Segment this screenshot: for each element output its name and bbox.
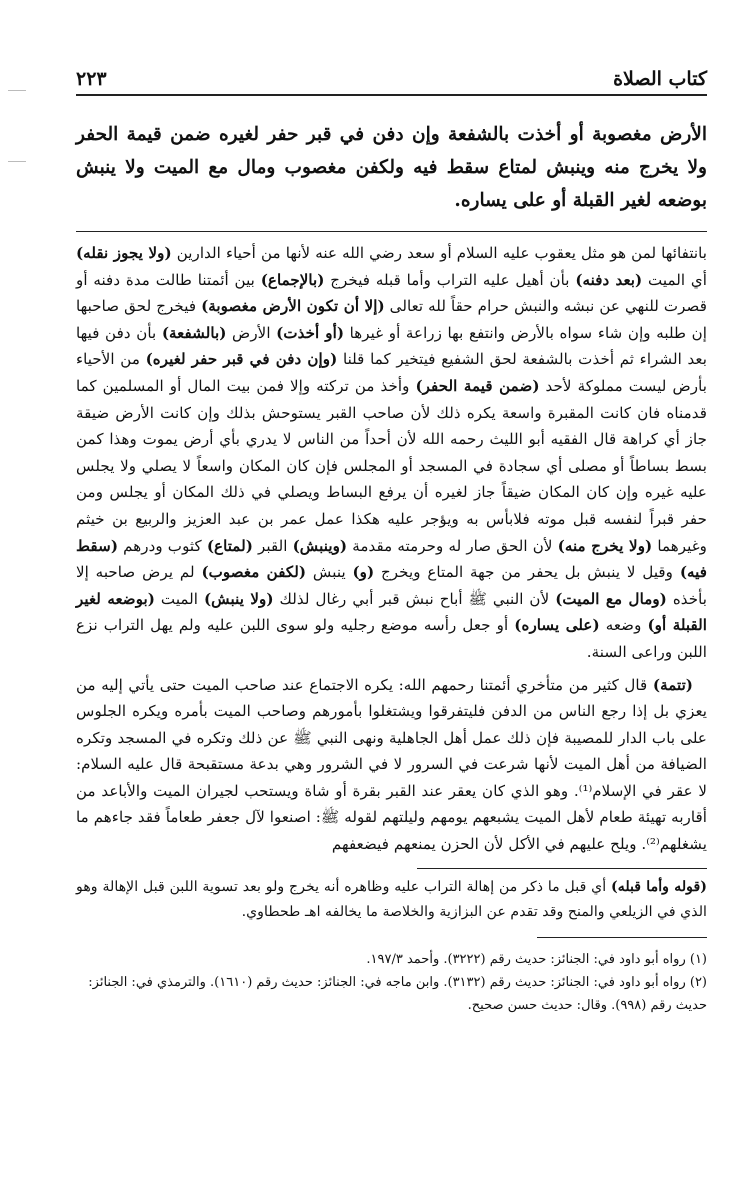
footnote-2: (٢) رواه أبو داود في: الجنائز: حديث رقم (٣١٣٢). وابن ماجه في: الجنائز: حديث رقم (١٦١٠). والترمذي في: الجنائز: حديث رقم (٩٩٨). وقال: حديث حسن صحيح. [88, 974, 707, 1013]
commentary-text: . ويلح عليهم في الأكل لأن الحزن يمنعهم فيضعفهم [331, 835, 647, 854]
commentary-keyword: (سقط فيه) [76, 536, 707, 582]
commentary-keyword: (وينبش) [292, 536, 348, 555]
commentary-text: ينبش [306, 563, 353, 582]
margin-mark [8, 90, 26, 91]
commentary-text: . وهو الذي كان يعقر عند القبر بقرة أو شاة ويستحب لجيران الميت والأباعد من أقاربه تهيئة طعام لأهل الميت يشبعهم يومهم وليلتهم لقوله ﷺ: اصنعوا لآل جعفر طعاماً فقد جاءهم ما يشغلهم [76, 781, 707, 854]
note-keyword: (قوله وأما قبله) [611, 878, 707, 895]
commentary-text: أي الميت [642, 270, 708, 289]
commentary-text: أو جعل رأسه موضع رجليه ولو سوى اللبن عليه ولم يهل التراب نزع اللبن وراعى السنة. [76, 616, 707, 661]
page-header [76, 58, 707, 90]
footnote-separator [537, 937, 707, 938]
margin-mark [8, 161, 26, 162]
commentary-keyword: (بعد دفنه) [575, 270, 643, 289]
margin-note [76, 875, 707, 925]
commentary-keyword: (بوضعه لغير القبلة أو) [76, 589, 708, 635]
page [76, 58, 707, 1017]
commentary-keyword: (بالشفعة) [161, 323, 227, 342]
note-text: أي قبل ما ذكر من إهالة التراب عليه وظاهره أنه يخرج ولو بعد تسوية اللبن قبل الإهالة وهو الذي في الزيلعي والمنح وقد تقدم عن البزازية والخلاصة ما يخالفه اهـ طحطاوي. [76, 878, 707, 920]
note-separator [417, 868, 707, 869]
commentary-text: الأرض [226, 323, 277, 342]
header-rule [76, 94, 707, 96]
commentary-keyword: (ولا يجوز نقله) [76, 244, 172, 262]
commentary-text: لم يرض صاحبه إلا بأخذه [76, 563, 707, 608]
commentary-paragraph-2 [76, 672, 707, 858]
commentary-text: بين أئمتنا طالت مدة دفنه أو قصرت للنهي عن نبشه والنبش حرام حقاً لله تعالى [76, 270, 707, 316]
commentary-text: القبر [252, 536, 293, 555]
commentary-text: الميت [154, 589, 204, 608]
margin-marks [8, 90, 26, 232]
commentary-text: وأخذ من تركته وإلا فمن بيت المال أو المسلمين كما قدمناه فان كانت المقبرة واسعة يكره ذلك لأن صاحب القبر يستوحش بذلك وإن كانت الأرض ضيقة جاز أي كراهة قال الفقيه أبو الليث رحمه الله لأن أحداً من الناس لا يدري بأي أرض يموت وهذا كمن بسط بساطاً أو مصلى أي سجادة في المسجد أو المجلس فإن كان المكان واسعاً لا يصلي ولا يجلس عليه غيره وإن كان المكان ضيقاً جاز لغيره أن يرفع البساط ويصلي في ذلك المكان أو يجلس ومن حفر قبراً لنفسه قبل موته فلابأس به ويؤجر عليه هكذا عمل عمر بن عبد العزيز والربيع بن خيثم وغيرهما [76, 376, 707, 555]
commentary-text: ⁽¹⁾ [578, 781, 593, 800]
commentary-keyword: (بالإجماع) [260, 270, 325, 289]
main-text: الأرض مغصوبة أو أخذت بالشفعة وإن دفن في قبر حفر لغيره ضمن قيمة الحفر ولا يخرج منه وينبش لمتاع سقط فيه ولكفن مغصوب ومال مع الميت ولا ينبش بوضعه لغير القبلة أو على يساره. [76, 124, 707, 211]
commentary-text: بأن دفن فيها بعد الشراء ثم أخذت بالشفعة لحق الشفيع فيتخير كما قلنا [76, 323, 707, 369]
commentary-text: فيخرج لحق صاحبها إن طلبه وإن شاء سواه بالأرض وانتفع بها زراعة أو غيرها [76, 297, 708, 342]
commentary-keyword: (ومال مع الميت) [555, 589, 667, 608]
commentary-keyword: (أو أخذت) [276, 323, 345, 342]
commentary-text: وضعه [599, 616, 648, 635]
commentary-text: وقيل لا ينبش بل يحفر من جهة المتاع ويخرج [374, 563, 680, 582]
commentary-text: من الأحياء بأرض ليست مملوكة لأحد [76, 350, 707, 395]
commentary-text: قال كثير من متأخري أئمتنا رحمهم الله: يكره الاجتماع عند صاحب الميت حتى يأتي إليه من يعزي بل إذا رجع الناس من الدفن فليتفرقوا ويشتغلوا بأمورهم وصاحب الميت بأمره ويكره الجلوس على باب الدار للمصيبة فإن ذلك عمل أهل الجاهلية ونهى النبي ﷺ عن ذلك وتكره في المسجد وتكره الضيافة من أهل الميت لأنها شرعت في السرور لا في الشرور وهي بدعة مستقبحة قال عليه السلام: لا عقر في الإسلام [76, 675, 707, 800]
commentary-text: كثوب ودرهم [118, 536, 207, 555]
commentary-keyword: (لكفن مغصوب) [201, 563, 307, 582]
page-number: ٢٢٣ [76, 68, 107, 90]
commentary-keyword: (لمتاع) [206, 536, 253, 555]
commentary-text: لأن الحق صار له وحرمته مقدمة [347, 536, 558, 555]
commentary-keyword: (على يساره) [514, 616, 600, 635]
commentary-text: بانتفائها لمن هو مثل يعقوب عليه السلام أو سعد رضي الله عنه لأنها من أحياء الدارين [171, 244, 708, 262]
footnote-1: (١) رواه أبو داود في: الجنائز: حديث رقم (٣٢٢٢). وأحمد ١٩٧/٣. [366, 951, 707, 967]
book-title: كتاب الصلاة [613, 68, 707, 90]
commentary-paragraph-1 [76, 240, 707, 666]
commentary-keyword: (و) [352, 563, 375, 582]
commentary-keyword: (إلا أن تكون الأرض مغصوبة) [201, 297, 385, 316]
commentary-keyword: (ضمن قيمة الحفر) [415, 376, 540, 395]
commentary-keyword: (ولا يخرج منه) [557, 536, 653, 555]
commentary-text: ⁽²⁾ [646, 835, 660, 854]
commentary-keyword: (تتمة) [652, 675, 693, 694]
commentary-keyword: (وإن دفن في قبر حفر لغيره) [145, 350, 338, 369]
commentary-keyword: (ولا ينبش) [203, 589, 274, 608]
footnotes [76, 948, 707, 1017]
main-text-rule [76, 231, 707, 232]
commentary [76, 240, 707, 858]
commentary-text: بأن أهيل عليه التراب وأما قبله فيخرج [324, 270, 576, 289]
commentary-text: لأن النبي ﷺ أباح نبش قبر أبي رغال لذلك [273, 589, 556, 608]
